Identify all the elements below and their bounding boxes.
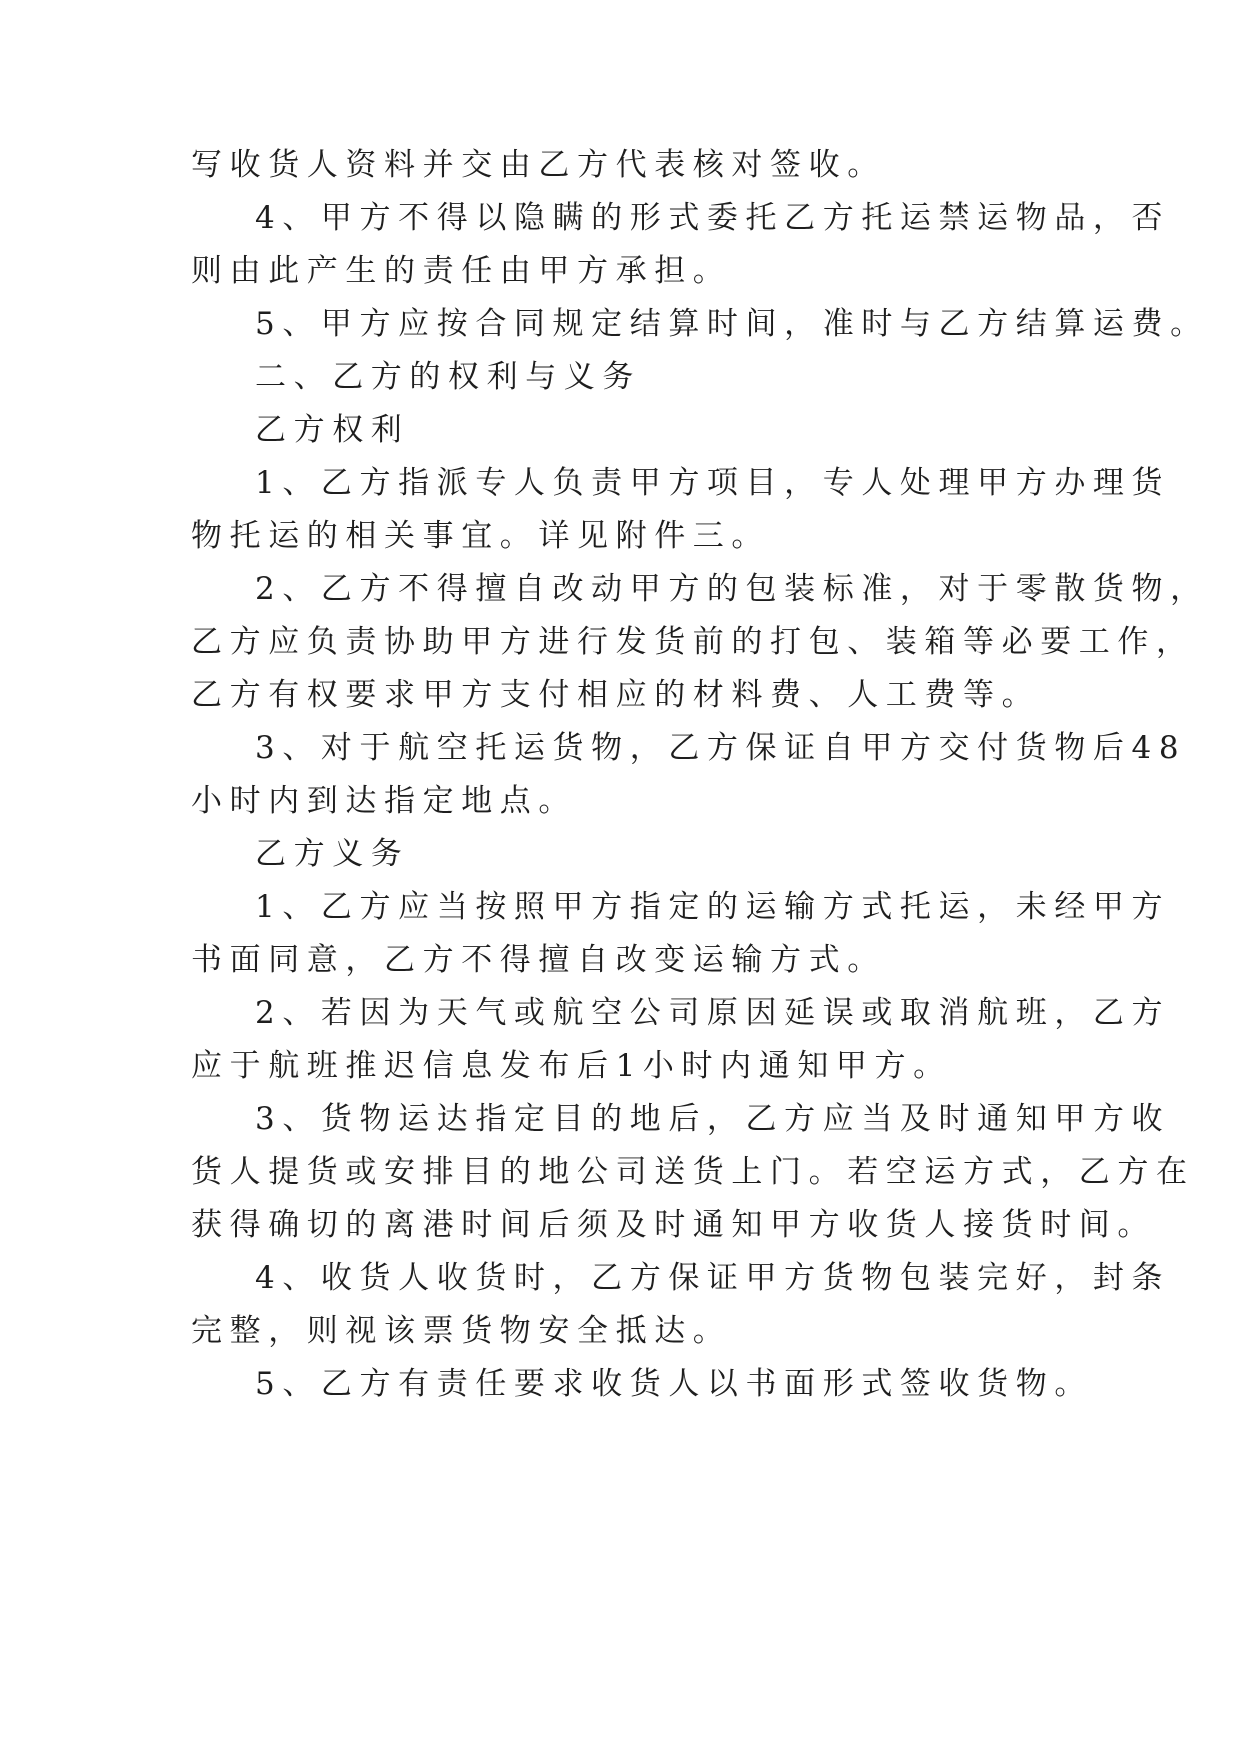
text-line: 3、对于航空托运货物，乙方保证自甲方交付货物后48 [255,730,1187,766]
text-line: 5、乙方有责任要求收货人以书面形式签收货物。 [255,1366,1093,1402]
text-line: 5、甲方应按合同规定结算时间，准时与乙方结算运费。 [255,306,1209,342]
text-line: 3、货物运达指定目的地后，乙方应当及时通知甲方收 [255,1101,1171,1137]
text-line: 获得确切的离港时间后须及时通知甲方收货人接货时间。 [191,1207,1156,1243]
text-line: 4、收货人收货时，乙方保证甲方货物包装完好，封条 [255,1260,1171,1296]
text-line: 书面同意，乙方不得擅自改变运输方式。 [191,942,886,978]
text-line: 物托运的相关事宜。详见附件三。 [191,518,770,554]
text-line: 乙方有权要求甲方支付相应的材料费、人工费等。 [191,677,1041,713]
text-line: 则由此产生的责任由甲方承担。 [191,253,732,289]
text-line: 1、乙方指派专人负责甲方项目，专人处理甲方办理货 [255,465,1171,501]
subsection-heading: 乙方义务 [255,836,410,872]
text-line: 乙方应负责协助甲方进行发货前的打包、装箱等必要工作， [191,624,1195,660]
text-line: 应于航班推迟信息发布后1小时内通知甲方。 [191,1048,952,1084]
text-line: 完整，则视该票货物安全抵达。 [191,1313,732,1349]
text-line: 4、甲方不得以隐瞒的形式委托乙方托运禁运物品，否 [255,200,1171,236]
subsection-heading: 乙方权利 [255,412,410,448]
text-line: 货人提货或安排目的地公司送货上门。若空运方式，乙方在 [191,1154,1195,1190]
text-line: 小时内到达指定地点。 [191,783,577,819]
text-line: 1、乙方应当按照甲方指定的运输方式托运，未经甲方 [255,889,1171,925]
text-line: 2、乙方不得擅自改动甲方的包装标准，对于零散货物， [255,571,1209,607]
section-heading: 二、乙方的权利与义务 [255,359,641,395]
text-line: 2、若因为天气或航空公司原因延误或取消航班，乙方 [255,995,1171,1031]
text-line: 写收货人资料并交由乙方代表核对签收。 [191,147,886,183]
